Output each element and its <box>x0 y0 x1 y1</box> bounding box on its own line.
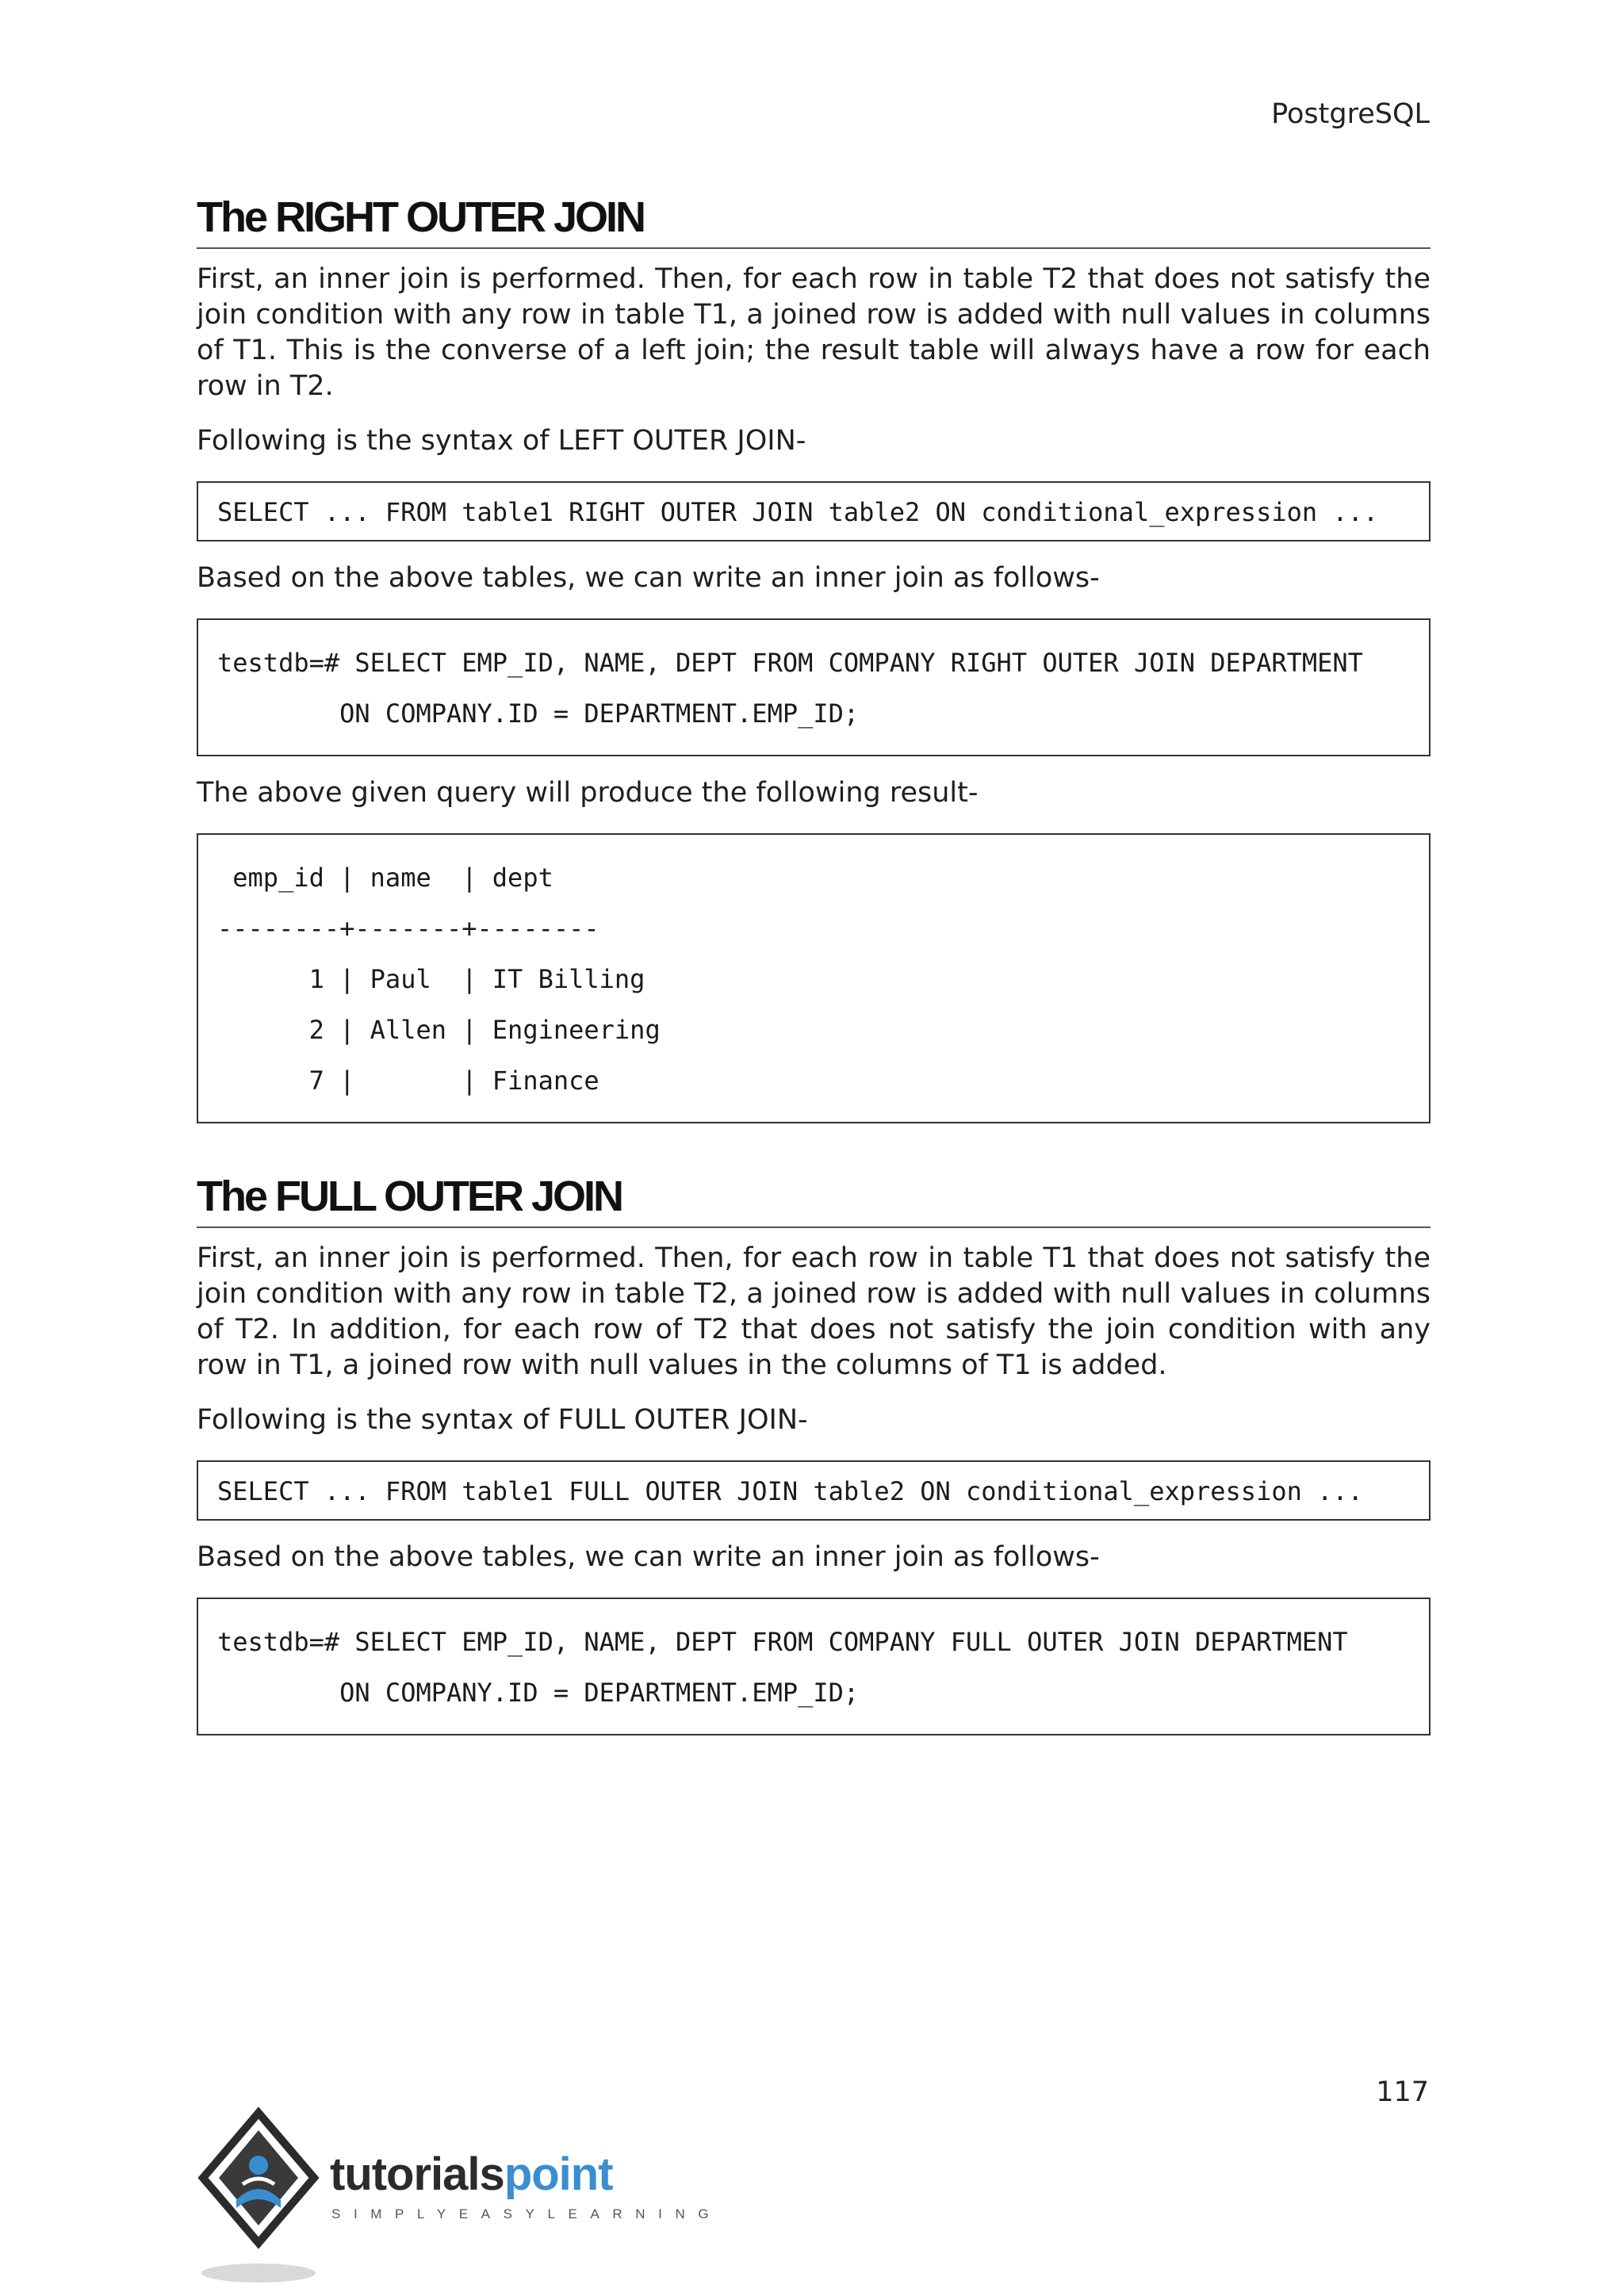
section-intro: First, an inner join is performed. Then, for each row in table T1 that does not satisfy the join condition with any row in table T2, a joined row is added with null values in columns of T2. In addition, for each row of T2 that does not satisfy the join condition with any row in T1, a joined row with null values in the columns of T1 is added. <box>197 1242 1431 1381</box>
result-row: 1 | Paul | IT Billing <box>217 964 645 994</box>
example-code-block <box>197 618 1431 756</box>
page-content <box>197 190 1431 1735</box>
example-code-block <box>197 1598 1431 1735</box>
result-label: The above given query will produce the following result- <box>197 777 979 809</box>
section-intro: First, an inner join is performed. Then, for each row in table T2 that does not satisfy the join condition with any row in table T1, a joined row is added with null values in columns of T1. This is the converse of a left join; the result table will always have a row for each row in T2. <box>197 263 1431 402</box>
code-line: SELECT ... FROM table1 FULL OUTER JOIN table2 ON conditional_expression ... <box>217 1476 1363 1506</box>
logo-word-point: point <box>504 2149 613 2200</box>
code-line: ON COMPANY.ID = DEPARTMENT.EMP_ID; <box>217 1678 860 1708</box>
tutorialspoint-logo <box>195 2105 722 2287</box>
syntax-code-block <box>197 1460 1431 1521</box>
syntax-label: Following is the syntax of LEFT OUTER JOIN- <box>197 425 806 457</box>
syntax-label: Following is the syntax of FULL OUTER JOIN- <box>197 1404 808 1436</box>
section-heading: The FULL OUTER JOIN <box>197 1169 1431 1228</box>
page-number: 117 <box>1376 2076 1429 2108</box>
result-header-row: emp_id | name | dept <box>217 863 553 893</box>
logo-tagline: SIMPLYEASYLEARNING <box>331 2206 722 2221</box>
example-label: Based on the above tables, we can write an inner join as follows- <box>197 562 1100 594</box>
code-line: ON COMPANY.ID = DEPARTMENT.EMP_ID; <box>217 698 860 729</box>
section-heading: The RIGHT OUTER JOIN <box>197 190 1431 249</box>
example-label: Based on the above tables, we can write an inner join as follows- <box>197 1541 1100 1573</box>
logo-emblem-icon <box>195 2105 330 2287</box>
code-line: testdb=# SELECT EMP_ID, NAME, DEPT FROM COMPANY FULL OUTER JOIN DEPARTMENT <box>217 1627 1348 1657</box>
result-separator: --------+-------+-------- <box>217 913 599 943</box>
result-row: 7 | | Finance <box>217 1066 599 1096</box>
result-code-block <box>197 833 1431 1123</box>
syntax-code-block <box>197 481 1431 541</box>
code-line: testdb=# SELECT EMP_ID, NAME, DEPT FROM COMPANY RIGHT OUTER JOIN DEPARTMENT <box>217 648 1363 678</box>
section-right-outer-join <box>197 190 1431 1123</box>
running-header: PostgreSQL <box>1271 98 1430 130</box>
code-line: SELECT ... FROM table1 RIGHT OUTER JOIN table2 ON conditional_expression ... <box>217 497 1379 527</box>
logo-word-tutorials: tutorials <box>330 2149 504 2200</box>
section-full-outer-join <box>197 1169 1431 1735</box>
logo-wordmark <box>330 2148 613 2201</box>
result-row: 2 | Allen | Engineering <box>217 1015 661 1045</box>
